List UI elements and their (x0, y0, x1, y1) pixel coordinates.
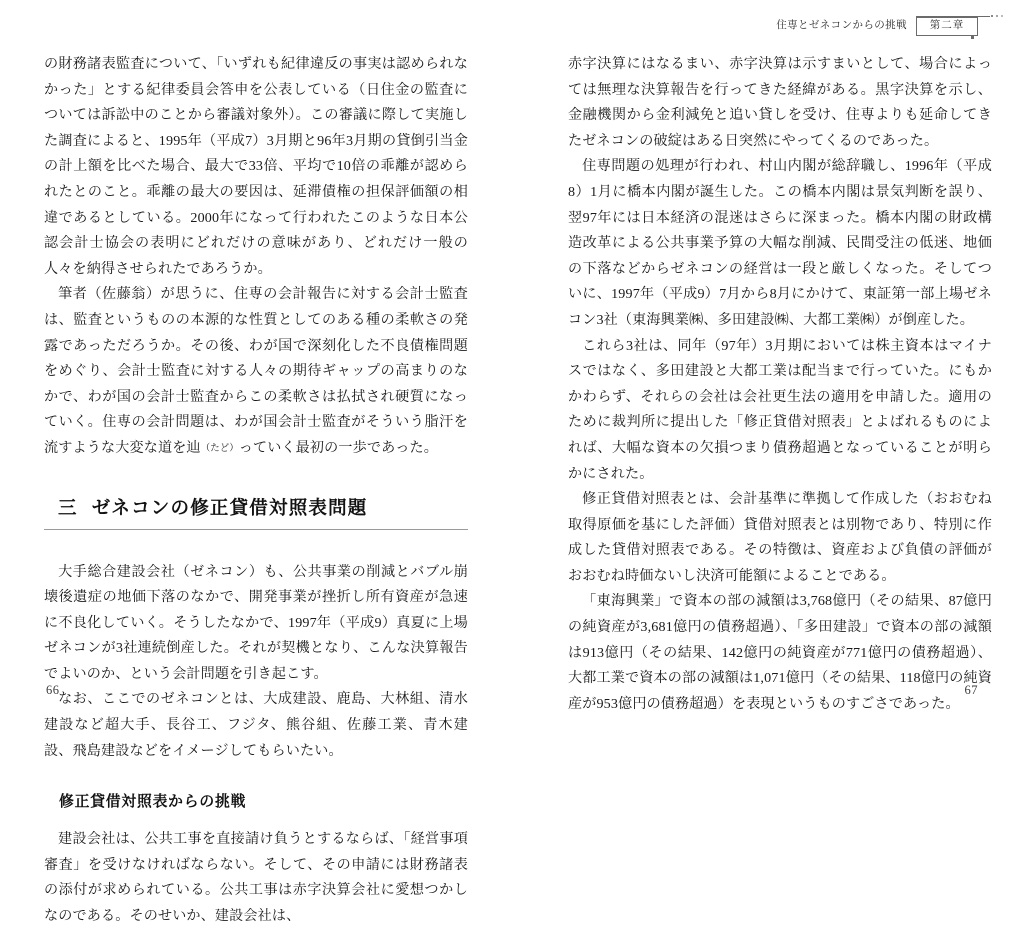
paragraph: これら3社は、同年（97年）3月期においては株主資本はマイナスではなく、多田建設と大都工業は配当まで行っていた。にもかかわらず、それらの会社は会社更生法の適用を申請した。適用のために裁判所に提出した「修正貸借対照表」とよばれるものによれば、大幅な資本の欠損つまり債務超過となっていることが明らかにされた。 (568, 337, 992, 482)
paragraph: 修正貸借対照表とは、会計基準に準拠して作成した（おおむね取得原価を基にした評価）貸借対照表とは別物であり、特別に作成した貸借対照表である。その特徴は、資産および負債の評価がおおむね時価ないし決済可能額によることである。 (568, 491, 992, 584)
page-number-right: 67 (964, 683, 978, 697)
chapter-tag-nub-icon (971, 36, 974, 39)
section-number: 三 (58, 497, 78, 519)
deco-dot-icon (996, 15, 998, 17)
left-page-body-2 (44, 560, 468, 765)
right-page-body (568, 52, 992, 717)
paragraph-text-tail: っていく最初の一歩であった。 (238, 439, 438, 456)
paragraph: の財務諸表監査について、「いずれも紀律違反の事実は認められなかった」とする紀律委員会答申を公表している（日住金の監査については訴訟中のことから審議対象外）。この審議に際して実施した調査によると、1995年（平成7）3月期と96年3月期の貸倒引当金の計上額を比べた場合、最大で33倍、平均で10倍の乖離が認められたとのこと。乖離の最大の要因は、延滞債権の担保評価額の相違であるとしている。2000年になって行われたこのような日本公認会計士協会の表明にどれだけの意味があり、どれだけ一般の人々を納得させられたであろうか。 (44, 56, 468, 277)
header-decorative-dots (991, 15, 1003, 17)
chapter-tag-box (916, 17, 978, 36)
sub-heading: 修正貸借対照表からの挑戦 (59, 793, 247, 811)
paragraph: 「東海興業」で資本の部の減額は3,768億円（その結果、87億円の純資産が3,681億円の債務超過）、「多田建設」で資本の部の減額は913億円（その結果、142億円の純資産が771億円の債務超過）、大都工業で資本の部の減額は1,071億円（その結果、118億円の純資産が953億円の債務超過）を表現というものすごさであった。 (568, 593, 992, 712)
running-header-title: 住専とゼネコンからの挑戦 (776, 20, 907, 32)
paragraph (44, 282, 468, 463)
deco-dot-icon (1001, 15, 1003, 17)
chapter-tag-label: 第二章 (929, 19, 965, 31)
paragraph-text: 筆者（佐藤翁）が思うに、住専の会計報告に対する会計士監査は、監査というものの本源的な性質としてのある種の柔軟さの発露であっただろうか。その後、わが国で深刻化した不良債権問題をめぐり、会計士監査に対する人々の期待ギャップの高まりのなかで、わが国の会計士監査からこの柔軟さは払拭され硬質になっていく。住専の会計問題は、わが国会計士監査がそういう脂汗を流すような大変な道を辿 (44, 286, 468, 456)
section-title: ゼネコンの修正貸借対照表問題 (91, 497, 368, 519)
paragraph: 住専問題の処理が行われ、村山内閣が総辞職し、1996年（平成8）1月に橋本内閣が誕生した。この橋本内閣は景気判断を誤り、翌97年には日本経済の混迷はさらに深まった。橋本内閣の財政構造改革による公共事業予算の大幅な削減、民間受注の低迷、地価の下落などからゼネコンの経営は一段と厳しくなった。そしてついに、1997年（平成9）7月から8月にかけて、東証第一部上場ゼネコン3社（東海興業㈱、多田建設㈱、大都工業㈱）が倒産した。 (568, 158, 992, 328)
running-header (776, 14, 1002, 40)
section-heading (44, 494, 468, 530)
deco-dot-icon (991, 15, 993, 17)
ruby-annotation: （たど） (200, 443, 239, 454)
paragraph: 赤字決算にはなるまい、赤字決算は示すまいとして、場合によっては無理な決算報告を行ってきた経緯がある。黒字決算を示し、金融機関から金利減免と追い貸しを受け、住専よりも延命してきたゼネコンの破綻はある日突然にやってくるのであった。 (568, 56, 992, 149)
section-heading-inner (58, 494, 468, 520)
page-number-left: 66 (46, 683, 60, 697)
chapter-tag (916, 15, 1002, 39)
right-page (568, 52, 992, 717)
left-page-body (44, 52, 468, 464)
paragraph: 大手総合建設会社（ゼネコン）も、公共事業の削減とバブル崩壊後遺症の地価下落のなかで、開発事業が挫折し所有資産が急速に不良化していく。そうしたなかで、1997年（平成9）真夏に上場ゼネコンが3社連続倒産した。それが契機となり、こんな決算報告でよいのか、という会計問題を引き起こす。 (44, 563, 468, 682)
paragraph: 建設会社は、公共工事を直接請け負うとするならば、「経営事項審査」を受けなければならない。そして、その申請には財務諸表の添付が求められている。公共工事は赤字決算会社に愛想つかしなのである。そのせいか、建設会社は、 (44, 831, 468, 925)
left-page-body-3 (44, 827, 468, 929)
paragraph: なお、ここでのゼネコンとは、大成建設、鹿島、大林組、清水建設など超大手、長谷工、フジタ、熊谷組、佐藤工業、青木建設、飛島建設などをイメージしてもらいたい。 (44, 691, 468, 759)
left-page (44, 52, 468, 930)
